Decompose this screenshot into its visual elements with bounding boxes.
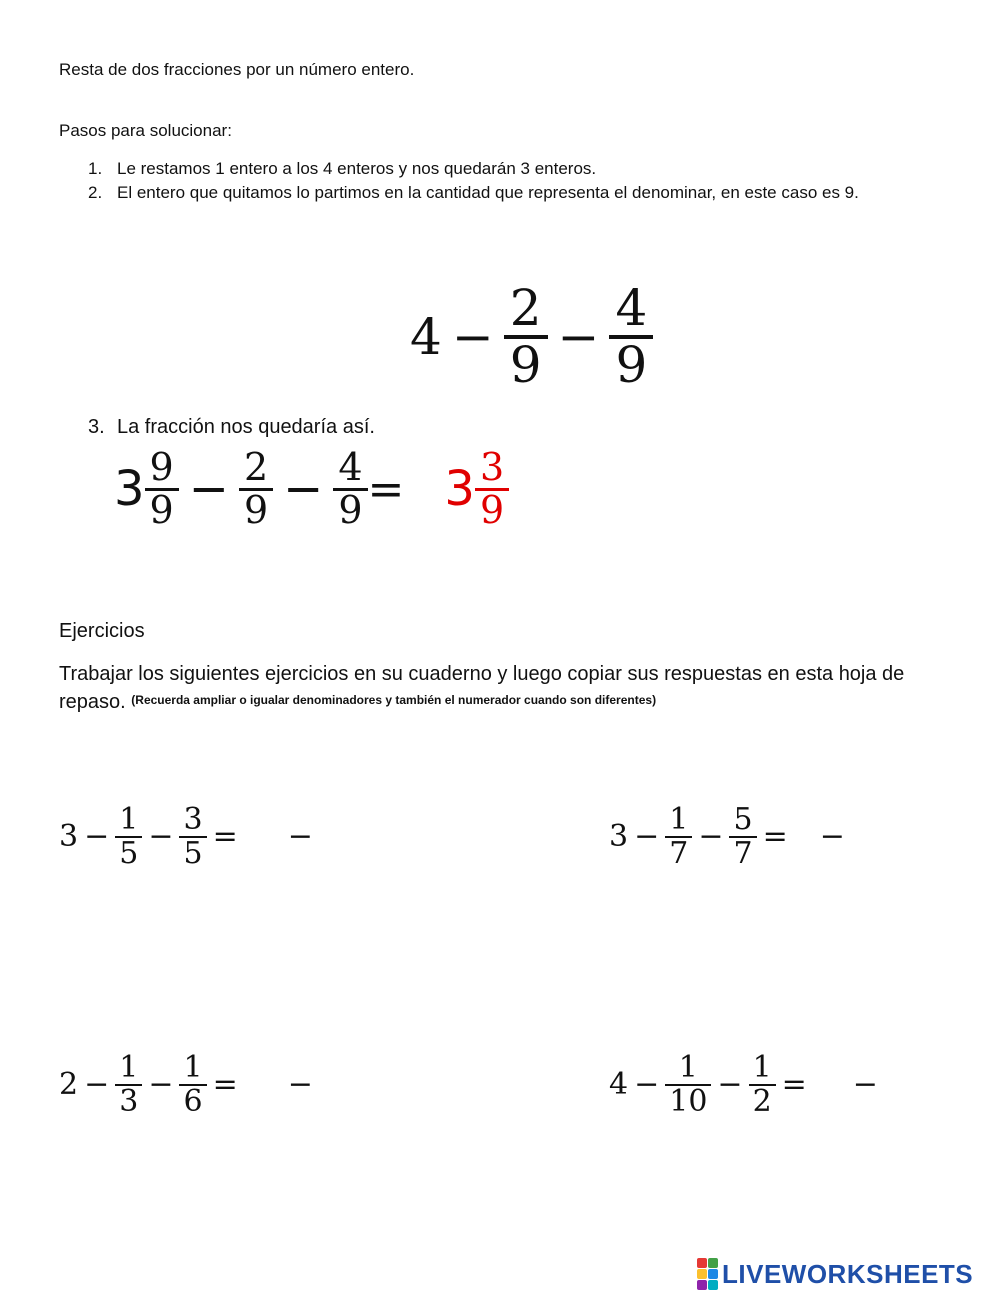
numerator: 1: [669, 802, 689, 837]
equals-sign: =: [367, 463, 405, 515]
numerator: 9: [149, 445, 174, 489]
exercise: [59, 804, 313, 869]
fraction: [239, 445, 273, 532]
minus-sign: −: [84, 1067, 110, 1102]
whole-number: 4: [609, 1067, 629, 1102]
numerator: 1: [752, 1050, 772, 1085]
denominator: 9: [509, 335, 542, 394]
denominator: 7: [669, 835, 689, 871]
whole-number: 3: [59, 819, 79, 854]
step-number: 1.: [88, 159, 103, 178]
denominator: 9: [149, 487, 174, 532]
answer-blank[interactable]: −: [819, 819, 845, 854]
numerator: 4: [338, 445, 363, 489]
step3-expression: [114, 445, 509, 532]
whole-number: 4: [410, 307, 442, 366]
fraction: [333, 445, 367, 532]
fraction: [609, 279, 653, 394]
step-text: Le restamos 1 entero a los 4 enteros y nos quedarán 3 enteros.: [117, 159, 597, 178]
equals-sign: =: [212, 819, 238, 854]
logo-tile: [697, 1258, 707, 1268]
result-mixed-number: [444, 445, 509, 532]
whole-number: 3: [114, 461, 145, 518]
whole-number: 3: [609, 819, 629, 854]
exercise: [609, 1052, 878, 1117]
minus-sign: −: [188, 461, 229, 518]
denominator: 6: [183, 1083, 203, 1119]
step-item: [88, 157, 948, 181]
exercise: [609, 804, 845, 869]
minus-sign: −: [634, 819, 660, 854]
fraction: [179, 1052, 206, 1117]
whole-number: 2: [59, 1067, 79, 1102]
logo-tile: [708, 1258, 718, 1268]
exercises-heading: Ejercicios: [59, 620, 145, 642]
step-text: La fracción nos quedaría así.: [117, 416, 375, 438]
answer-blank[interactable]: −: [852, 1067, 878, 1102]
fraction: [145, 445, 179, 532]
numerator: 5: [733, 802, 753, 837]
page-title: Resta de dos fracciones por un número entero.: [59, 60, 415, 79]
fraction: [115, 1052, 142, 1117]
denominator: 9: [243, 487, 269, 532]
fraction: [179, 804, 206, 869]
minus-sign: −: [451, 307, 494, 366]
logo-text: LIVEWORKSHEETS: [722, 1258, 974, 1289]
equals-sign: =: [781, 1067, 807, 1102]
step-text: El entero que quitamos lo partimos en la cantidad que representa el denominar, en este caso es 9.: [117, 183, 859, 202]
step-number: 3.: [88, 416, 105, 438]
demo-expression: [410, 279, 653, 394]
step-item: [88, 181, 948, 205]
denominator: 2: [752, 1083, 772, 1119]
minus-sign: −: [698, 819, 724, 854]
denominator: 9: [615, 335, 648, 394]
result-fraction: [475, 445, 509, 532]
denominator: 3: [119, 1083, 139, 1119]
denominator: 5: [119, 835, 139, 871]
answer-blank[interactable]: −: [287, 1067, 313, 1102]
numerator: 1: [119, 1050, 139, 1085]
denominator: 10: [669, 1083, 708, 1119]
answer-blank[interactable]: −: [287, 819, 313, 854]
logo-tile: [708, 1280, 718, 1290]
fraction: [665, 1052, 711, 1117]
step-number: 2.: [88, 183, 103, 202]
numerator: 3: [479, 445, 505, 489]
fraction: [729, 804, 756, 869]
numerator: 1: [119, 802, 139, 837]
logo-tiles-icon: [697, 1258, 718, 1290]
fraction: [115, 804, 142, 869]
numerator: 4: [615, 279, 648, 337]
instructions-text: Trabajar los siguientes ejercicios en su cuaderno y luego copiar sus respuestas en esta hoja de repaso.: [59, 663, 905, 713]
numerator: 2: [243, 445, 269, 489]
logo-tile: [697, 1280, 707, 1290]
minus-sign: −: [283, 461, 324, 518]
equals-sign: =: [762, 819, 788, 854]
exercise: [59, 1052, 313, 1117]
instructions: [59, 660, 959, 716]
denominator: 9: [338, 487, 363, 532]
numerator: 3: [183, 802, 203, 837]
steps-heading: Pasos para solucionar:: [59, 121, 232, 140]
liveworksheets-logo: [697, 1258, 973, 1290]
numerator: 1: [678, 1050, 698, 1085]
numerator: 2: [509, 279, 542, 337]
fraction: [504, 279, 548, 394]
steps-list: [88, 157, 948, 205]
minus-sign: −: [557, 307, 600, 366]
minus-sign: −: [717, 1067, 743, 1102]
instructions-note: (Recuerda ampliar o igualar denominadores y también el numerador cuando son diferentes): [131, 693, 657, 707]
minus-sign: −: [148, 1067, 174, 1102]
numerator: 1: [183, 1050, 203, 1085]
equals-sign: =: [212, 1067, 238, 1102]
denominator: 7: [733, 835, 753, 871]
fraction: [749, 1052, 776, 1117]
fraction: [665, 804, 692, 869]
logo-tile: [697, 1269, 707, 1279]
minus-sign: −: [148, 819, 174, 854]
step-item: [88, 416, 375, 439]
logo-tile: [708, 1269, 718, 1279]
result-whole: 3: [444, 461, 475, 518]
denominator: 5: [183, 835, 203, 871]
minus-sign: −: [84, 819, 110, 854]
denominator: 9: [479, 487, 505, 532]
minus-sign: −: [634, 1067, 660, 1102]
